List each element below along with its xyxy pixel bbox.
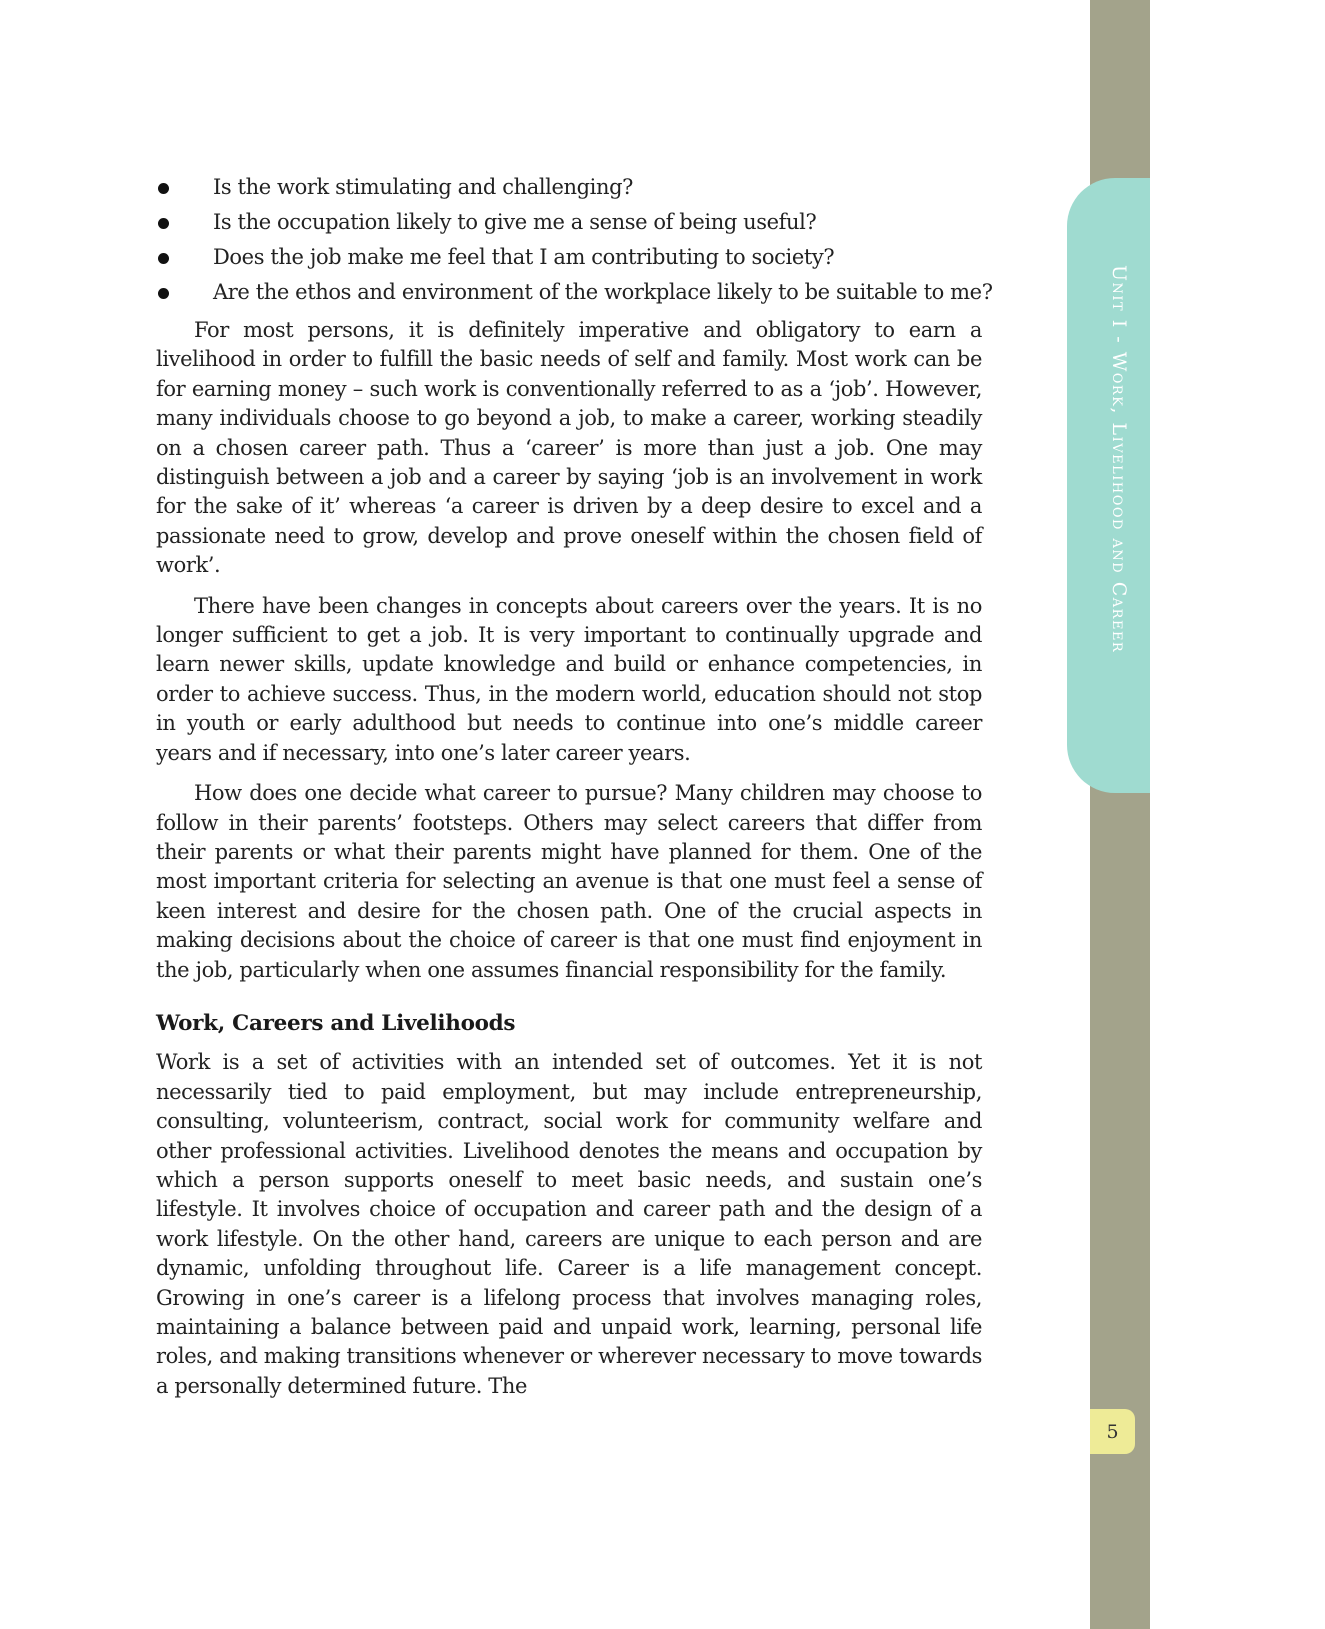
paragraph: How does one decide what career to pursue? Many children may choose to follow in their parents’ footsteps. Others may select careers that differ from their parents or what their parents might have planned for them. One of the most important criteria for selecting an avenue is that one must feel a sense of keen interest and desire for the chosen path. One of the crucial aspects in making decisions about the choice of career is that one must find enjoyment in the job, particularly when one assumes financial responsibility for the family.: [156, 781, 982, 982]
bullet-icon: [158, 288, 169, 299]
list-item: [156, 205, 982, 240]
unit-title: Unit I - Work, Livelihood and Career: [1108, 265, 1130, 654]
list-item: [156, 240, 982, 275]
bullet-icon: [158, 183, 169, 194]
section-heading: Work, Careers and Livelihoods: [156, 1010, 516, 1036]
page-number: 5: [1090, 1409, 1135, 1454]
paragraph: There have been changes in concepts about careers over the years. It is no longer sufficient to get a job. It is very important to continually upgrade and learn newer skills, update knowledge and build or enhance competencies, in order to achieve success. Thus, in the modern world, education should not stop in youth or early adulthood but needs to continue into one’s middle career years and if necessary, into one’s later career years.: [156, 593, 982, 765]
list-item-text: Are the ethos and environment of the workplace likely to be suitable to me?: [213, 280, 993, 304]
list-item: [156, 170, 982, 205]
list-item-text: Does the job make me feel that I am contributing to society?: [213, 245, 835, 269]
paragraph: For most persons, it is definitely imperative and obligatory to earn a livelihood in order to fulfill the basic needs of self and family. Most work can be for earning money – such work is conventionally referred to as a ‘job’. However, many individuals choose to go beyond a job, to make a career, working steadily on a chosen career path. Thus a ‘career’ is more than just a job. One may distinguish between a job and a career by saying ‘job is an involvement in work for the sake of it’ whereas ‘a career is driven by a deep desire to excel and a passionate need to grow, develop and prove oneself within the chosen field of work’.: [156, 318, 982, 578]
section-paragraph: Work is a set of activities with an intended set of outcomes. Yet it is not necessarily tied to paid employment, but may include entrepreneurship, consulting, volunteerism, contract, social work for community welfare and other professional activities. Livelihood denotes the means and occupation by which a person supports oneself to meet basic needs, and sustain one’s lifestyle. It involves choice of occupation and career path and the design of a work lifestyle. On the other hand, careers are unique to each person and are dynamic, unfolding throughout life. Career is a life management concept. Growing in one’s career is a lifelong process that involves managing roles, maintaining a balance between paid and unpaid work, learning, personal life roles, and making transitions whenever or wherever necessary to move towards a personally determined future. The: [156, 1050, 982, 1398]
question-list: [156, 170, 993, 310]
list-item-text: Is the occupation likely to give me a sense of being useful?: [213, 210, 817, 234]
list-item: [156, 275, 993, 310]
bullet-icon: [158, 218, 169, 229]
bullet-icon: [158, 253, 169, 264]
main-content: [156, 170, 993, 1412]
list-item-text: Is the work stimulating and challenging?: [213, 175, 634, 199]
